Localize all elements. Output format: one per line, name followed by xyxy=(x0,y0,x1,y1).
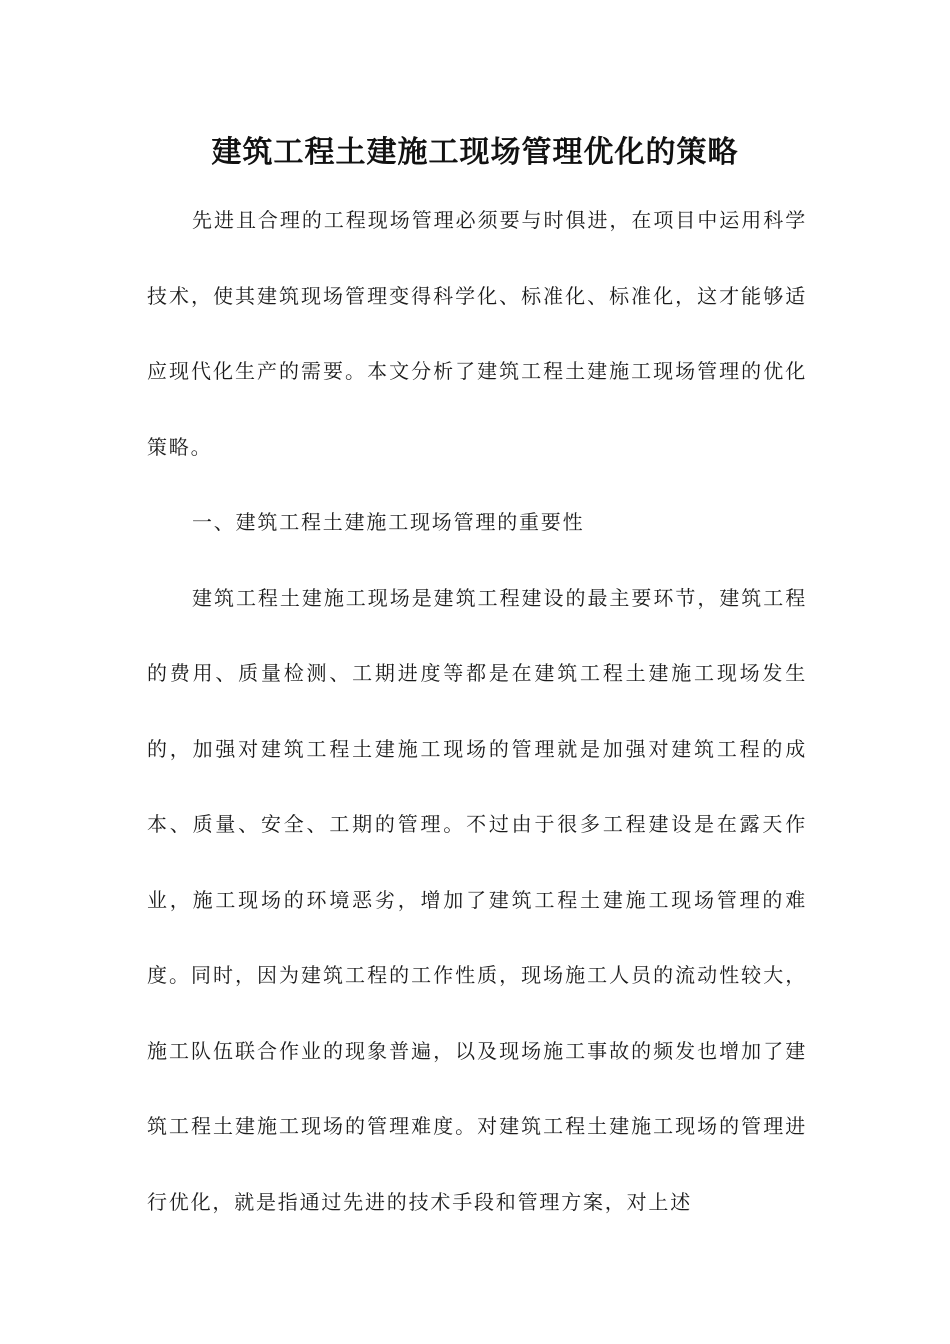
paragraph-importance: 建筑工程土建施工现场是建筑工程建设的最主要环节，建筑工程的费用、质量检测、工期进度等都是在建筑工程土建施工现场发生的，加强对建筑工程土建施工现场的管理就是加强对建筑工程的成本、质量、安全、工期的管理。不过由于很多工程建设是在露天作业，施工现场的环境恶劣，增加了建筑工程土建施工现场管理的难度。同时，因为建筑工程的工作性质，现场施工人员的流动性较大，施工队伍联合作业的现象普遍，以及现场施工事故的频发也增加了建筑工程土建施工现场的管理难度。对建筑工程土建施工现场的管理进行优化，就是指通过先进的技术手段和管理方案，对上述 xyxy=(147,585,807,1214)
section-heading-1: 一、建筑工程土建施工现场管理的重要性 xyxy=(192,510,585,534)
document-body xyxy=(147,183,807,1240)
document-title: 建筑工程土建施工现场管理优化的策略 xyxy=(211,135,739,170)
paragraph-intro: 先进且合理的工程现场管理必须要与时俱进，在项目中运用科学技术，使其建筑现场管理变得科学化、标准化、标准化，这才能够适应现代化生产的需要。本文分析了建筑工程土建施工现场管理的优化策略。 xyxy=(147,208,807,459)
